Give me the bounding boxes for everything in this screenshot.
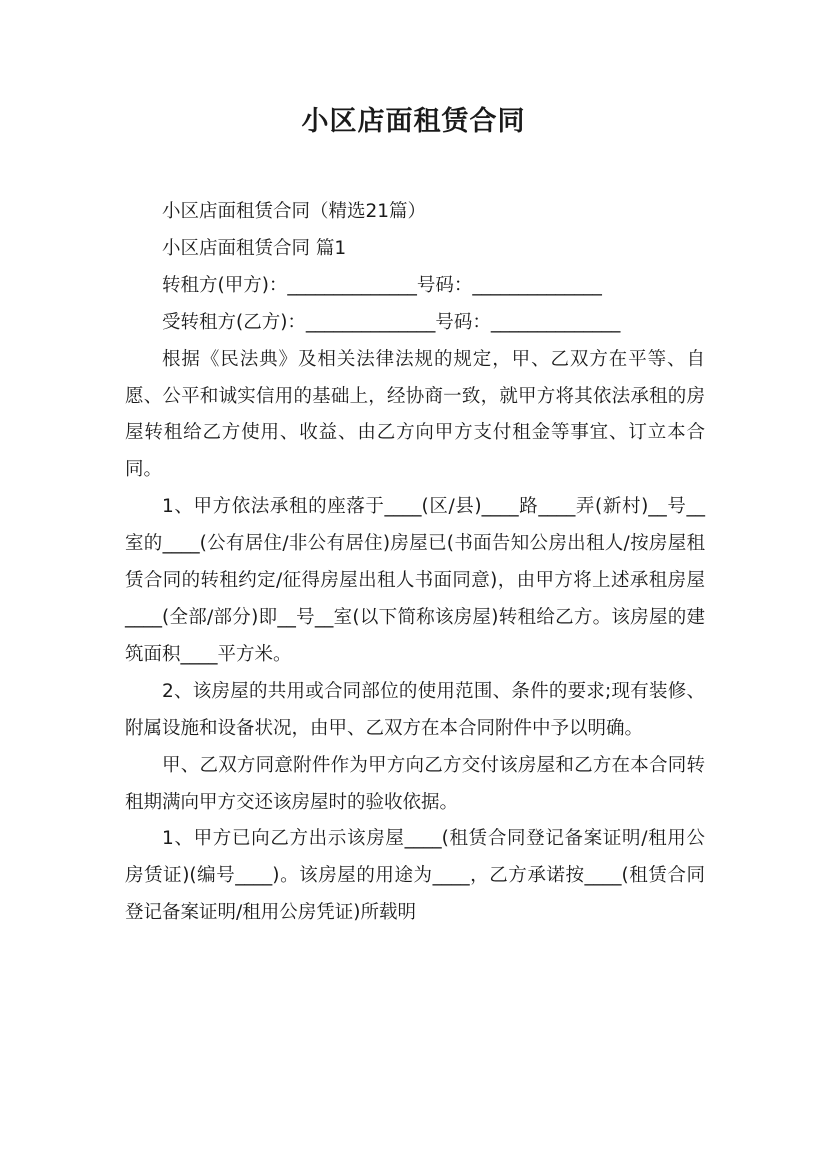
document-body <box>125 194 705 932</box>
subtitle-line: 小区店面租赁合同（精选21篇） <box>162 201 427 222</box>
document-title: 小区店面租赁合同 <box>301 106 526 137</box>
party-a-line: 转租方(甲方)：______________号码：______________ <box>162 274 602 296</box>
paragraph: 1、甲方依法承租的座落于____(区/县)____路____弄(新村)__号__室的____(公有居住/非公有居住)房屋已(书面告知公房出租人/按房屋租赁合同的转租约定/征得房屋出租人书面同意)，由甲方将上述承租房屋____(全部/部分)即__号__室(以下简称该房屋)转租给乙方。该房屋的建筑面积____平方米。 <box>125 496 705 665</box>
paragraph: 1、甲方已向乙方出示该房屋____(租赁合同登记备案证明/租用公房赁证)(编号____)。该房屋的用途为____，乙方承诺按____(租赁合同登记备案证明/租用公房凭证)所载明 <box>125 828 705 924</box>
paragraph: 根据《民法典》及相关法律法规的规定，甲、乙双方在平等、自愿、公平和诚实信用的基础上，经协商一致，就甲方将其依法承租的房屋转租给乙方使用、收益、由乙方向甲方支付租金等事宜、订立本合同。 <box>125 348 705 481</box>
paragraph: 2、该房屋的共用或合同部位的使用范围、条件的要求;现有装修、附属设施和设备状况，由甲、乙双方在本合同附件中予以明确。 <box>125 680 705 739</box>
section-heading: 小区店面租赁合同 篇1 <box>162 237 347 259</box>
party-b-line: 受转租方(乙方)：______________号码：______________ <box>162 311 621 333</box>
paragraph: 甲、乙双方同意附件作为甲方向乙方交付该房屋和乙方在本合同转租期满向甲方交还该房屋时的验收依据。 <box>125 754 705 813</box>
